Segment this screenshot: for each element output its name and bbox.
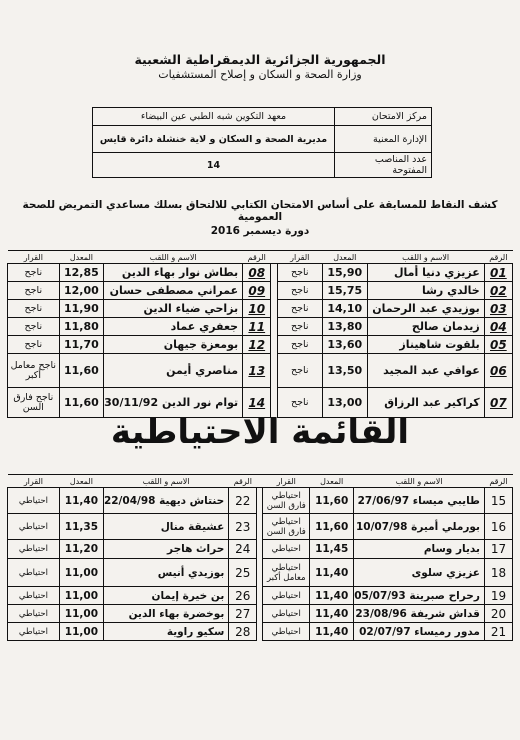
candidate-name: رحراح صبرينة 05/07/93 bbox=[354, 587, 485, 605]
candidate-name: عوافي عبد المجيد bbox=[367, 354, 484, 388]
row-number: 12 bbox=[243, 336, 271, 354]
table-row bbox=[8, 300, 513, 318]
table-row bbox=[8, 282, 513, 300]
score-value: 13,50 bbox=[323, 354, 368, 388]
decision-value: ناجح bbox=[8, 264, 60, 282]
column-gap bbox=[271, 300, 277, 318]
row-number: 05 bbox=[484, 336, 512, 354]
row-number: 25 bbox=[229, 559, 257, 587]
row-number: 18 bbox=[484, 559, 512, 587]
column-gap bbox=[257, 587, 263, 605]
decision-value: احتياطي bbox=[8, 559, 60, 587]
table-row bbox=[8, 623, 513, 641]
decision-value: ناجح bbox=[277, 388, 323, 418]
candidate-name: بوخضرة بهاء الدين bbox=[103, 605, 228, 623]
candidate-name: بزاحي ضياء الدين bbox=[104, 300, 243, 318]
column-gap bbox=[257, 475, 263, 488]
column-gap bbox=[271, 251, 277, 264]
row-number: 10 bbox=[243, 300, 271, 318]
score-value: 11,00 bbox=[59, 587, 103, 605]
column-gap bbox=[257, 559, 263, 587]
col-decision-header: القرار bbox=[8, 251, 60, 264]
info-label: مركز الامتحان bbox=[335, 108, 432, 126]
candidate-name: بديار وسام bbox=[354, 540, 485, 559]
row-number: 17 bbox=[484, 540, 512, 559]
score-value: 11,35 bbox=[59, 514, 103, 540]
score-value: 11,60 bbox=[310, 514, 354, 540]
decision-value: احتياطي bbox=[8, 605, 60, 623]
column-gap bbox=[271, 336, 277, 354]
info-row bbox=[93, 126, 432, 153]
col-name-header: الاسم و اللقب bbox=[103, 475, 228, 488]
decision-value: ناجح bbox=[8, 282, 60, 300]
score-value: 13,80 bbox=[323, 318, 368, 336]
col-decision-header: القرار bbox=[8, 475, 60, 488]
candidate-name: طايبي ميساء 27/06/97 bbox=[354, 488, 485, 514]
candidate-name: بومعزة جيهان bbox=[104, 336, 243, 354]
col-name-header: الاسم و اللقب bbox=[367, 251, 484, 264]
decision-value: ناجح bbox=[277, 318, 323, 336]
score-value: 11,80 bbox=[59, 318, 104, 336]
table-row bbox=[8, 336, 513, 354]
row-number: 04 bbox=[484, 318, 512, 336]
col-num-header: الرقم bbox=[243, 251, 271, 264]
column-gap bbox=[257, 623, 263, 641]
decision-value: احتياطي bbox=[263, 587, 310, 605]
decision-value: احتياطي فارق السن bbox=[263, 488, 310, 514]
score-value: 11,20 bbox=[59, 540, 103, 559]
table-row bbox=[8, 559, 513, 587]
candidate-name: بلقوت شاهيناز bbox=[367, 336, 484, 354]
decision-value: ناجح bbox=[277, 336, 323, 354]
row-number: 11 bbox=[243, 318, 271, 336]
col-score-header: المعدل bbox=[310, 475, 354, 488]
reserve-header-row bbox=[8, 475, 513, 488]
score-value: 13,60 bbox=[323, 336, 368, 354]
table-row bbox=[8, 488, 513, 514]
score-value: 11,90 bbox=[59, 300, 104, 318]
candidate-name: عزيزي دنيا أمال bbox=[367, 264, 484, 282]
candidate-name: عزيزي سلوى bbox=[354, 559, 485, 587]
col-name-header: الاسم و اللقب bbox=[104, 251, 243, 264]
table-row bbox=[8, 354, 513, 388]
decision-value: احتياطي bbox=[8, 623, 60, 641]
decision-value: احتياطي معامل أكبر bbox=[263, 559, 310, 587]
decision-value: احتياطي bbox=[263, 623, 310, 641]
score-value: 11,40 bbox=[310, 605, 354, 623]
info-row bbox=[93, 108, 432, 126]
decision-value: احتياطي فارق السن bbox=[263, 514, 310, 540]
score-value: 13,00 bbox=[323, 388, 368, 418]
row-number: 06 bbox=[484, 354, 512, 388]
info-value: معهد التكوين شبه الطبي عين البيضاء bbox=[93, 108, 335, 126]
decision-value: ناجح معامل أكبر bbox=[8, 354, 60, 388]
col-num-header: الرقم bbox=[484, 251, 512, 264]
score-value: 14,10 bbox=[323, 300, 368, 318]
decision-value: ناجح bbox=[277, 282, 323, 300]
score-value: 12,85 bbox=[59, 264, 104, 282]
decision-value: احتياطي bbox=[8, 587, 60, 605]
score-value: 11,60 bbox=[59, 388, 104, 418]
row-number: 19 bbox=[484, 587, 512, 605]
col-score-header: المعدل bbox=[59, 475, 103, 488]
info-value: 14 bbox=[93, 153, 335, 178]
candidate-name: بطاش نوار بهاء الدين bbox=[104, 264, 243, 282]
row-number: 26 bbox=[229, 587, 257, 605]
column-gap bbox=[257, 605, 263, 623]
score-value: 11,40 bbox=[310, 587, 354, 605]
column-gap bbox=[257, 540, 263, 559]
candidate-name: عمراني مصطفى حسان bbox=[104, 282, 243, 300]
session-subtitle: دورة ديسمبر 2016 bbox=[210, 225, 310, 237]
row-number: 28 bbox=[229, 623, 257, 641]
info-label: عدد المناصب المفتوحة bbox=[335, 153, 432, 178]
exam-info-table bbox=[92, 107, 432, 178]
candidate-name: حراث هاجر bbox=[103, 540, 228, 559]
row-number: 13 bbox=[243, 354, 271, 388]
row-number: 02 bbox=[484, 282, 512, 300]
column-gap bbox=[257, 514, 263, 540]
score-value: 11,45 bbox=[310, 540, 354, 559]
decision-value: احتياطي bbox=[263, 540, 310, 559]
table-row bbox=[8, 605, 513, 623]
row-number: 03 bbox=[484, 300, 512, 318]
score-value: 11,00 bbox=[59, 559, 103, 587]
row-number: 22 bbox=[229, 488, 257, 514]
row-number: 21 bbox=[484, 623, 512, 641]
score-value: 11,70 bbox=[59, 336, 104, 354]
score-value: 11,40 bbox=[59, 488, 103, 514]
info-row bbox=[93, 153, 432, 178]
score-value: 11,60 bbox=[310, 488, 354, 514]
candidate-name: حنتاش ديهية 22/04/98 bbox=[103, 488, 228, 514]
row-number: 23 bbox=[229, 514, 257, 540]
row-number: 09 bbox=[243, 282, 271, 300]
candidate-name: سكيو راوية bbox=[103, 623, 228, 641]
col-num-header: الرقم bbox=[229, 475, 257, 488]
candidate-name: بوزيدي أنيس bbox=[103, 559, 228, 587]
document-title: كشف النقاط للمسابقة على أساس الامتحان الكتابي للالتحاق بسلك مساعدي التمريض للصحة العمومية bbox=[22, 199, 498, 223]
decision-value: احتياطي bbox=[263, 605, 310, 623]
col-decision-header: القرار bbox=[277, 251, 323, 264]
decision-value: ناجح bbox=[277, 264, 323, 282]
candidate-name: بن خيرة إيمان bbox=[103, 587, 228, 605]
decision-value: ناجح فارق السن bbox=[8, 388, 60, 418]
column-gap bbox=[271, 264, 277, 282]
table-row bbox=[8, 318, 513, 336]
ministry-header: وزارة الصحة و السكان و إصلاح المستشفيات bbox=[158, 68, 362, 81]
score-value: 11,60 bbox=[59, 354, 104, 388]
score-value: 15,90 bbox=[323, 264, 368, 282]
table-row bbox=[8, 587, 513, 605]
decision-value: احتياطي bbox=[8, 514, 60, 540]
col-score-header: المعدل bbox=[323, 251, 368, 264]
col-name-header: الاسم و اللقب bbox=[354, 475, 485, 488]
candidate-name: مدور رميساء 02/07/97 bbox=[354, 623, 485, 641]
reserve-list-title: القائمة الاحتياطية bbox=[110, 412, 410, 452]
decision-value: احتياطي bbox=[8, 488, 60, 514]
candidate-name: زيدمان صالح bbox=[367, 318, 484, 336]
reserve-table bbox=[7, 474, 513, 641]
col-score-header: المعدل bbox=[59, 251, 104, 264]
candidate-name: جعفري عماد bbox=[104, 318, 243, 336]
score-value: 15,75 bbox=[323, 282, 368, 300]
candidate-name: بوزيدي عبد الرحمان bbox=[367, 300, 484, 318]
info-value: مديرية الصحة و السكان و لاية خنشلة دائرة قايس bbox=[93, 126, 335, 153]
table-row bbox=[8, 514, 513, 540]
candidate-name: قداش شريفة 23/08/96 bbox=[354, 605, 485, 623]
decision-value: ناجح bbox=[8, 300, 60, 318]
table-row bbox=[8, 264, 513, 282]
decision-value: احتياطي bbox=[8, 540, 60, 559]
row-number: 01 bbox=[484, 264, 512, 282]
candidate-name: بورملي أميرة 10/07/98 bbox=[354, 514, 485, 540]
column-gap bbox=[257, 488, 263, 514]
results-table bbox=[7, 250, 513, 418]
column-gap bbox=[271, 318, 277, 336]
column-gap bbox=[271, 282, 277, 300]
col-num-header: الرقم bbox=[484, 475, 512, 488]
decision-value: ناجح bbox=[277, 354, 323, 388]
decision-value: ناجح bbox=[8, 336, 60, 354]
info-label: الإدارة المعنية bbox=[335, 126, 432, 153]
row-number: 15 bbox=[484, 488, 512, 514]
candidate-name: توام نور الدين 30/11/92 bbox=[104, 388, 243, 418]
row-number: 20 bbox=[484, 605, 512, 623]
table-row bbox=[8, 540, 513, 559]
score-value: 11,40 bbox=[310, 623, 354, 641]
score-value: 11,40 bbox=[310, 559, 354, 587]
score-value: 12,00 bbox=[59, 282, 104, 300]
row-number: 24 bbox=[229, 540, 257, 559]
row-number: 07 bbox=[484, 388, 512, 418]
candidate-name: عشيقة منال bbox=[103, 514, 228, 540]
republic-header: الجمهورية الجزائرية الديمقراطية الشعبية bbox=[134, 52, 386, 67]
candidate-name: مناصري أيمن bbox=[104, 354, 243, 388]
row-number: 16 bbox=[484, 514, 512, 540]
score-value: 11,00 bbox=[59, 605, 103, 623]
row-number: 14 bbox=[243, 388, 271, 418]
row-number: 08 bbox=[243, 264, 271, 282]
candidate-name: كراكير عبد الرزاق bbox=[367, 388, 484, 418]
col-decision-header: القرار bbox=[263, 475, 310, 488]
column-gap bbox=[271, 354, 277, 388]
candidate-name: خالدي رشا bbox=[367, 282, 484, 300]
results-header-row bbox=[8, 251, 513, 264]
score-value: 11,00 bbox=[59, 623, 103, 641]
decision-value: ناجح bbox=[8, 318, 60, 336]
decision-value: ناجح bbox=[277, 300, 323, 318]
row-number: 27 bbox=[229, 605, 257, 623]
